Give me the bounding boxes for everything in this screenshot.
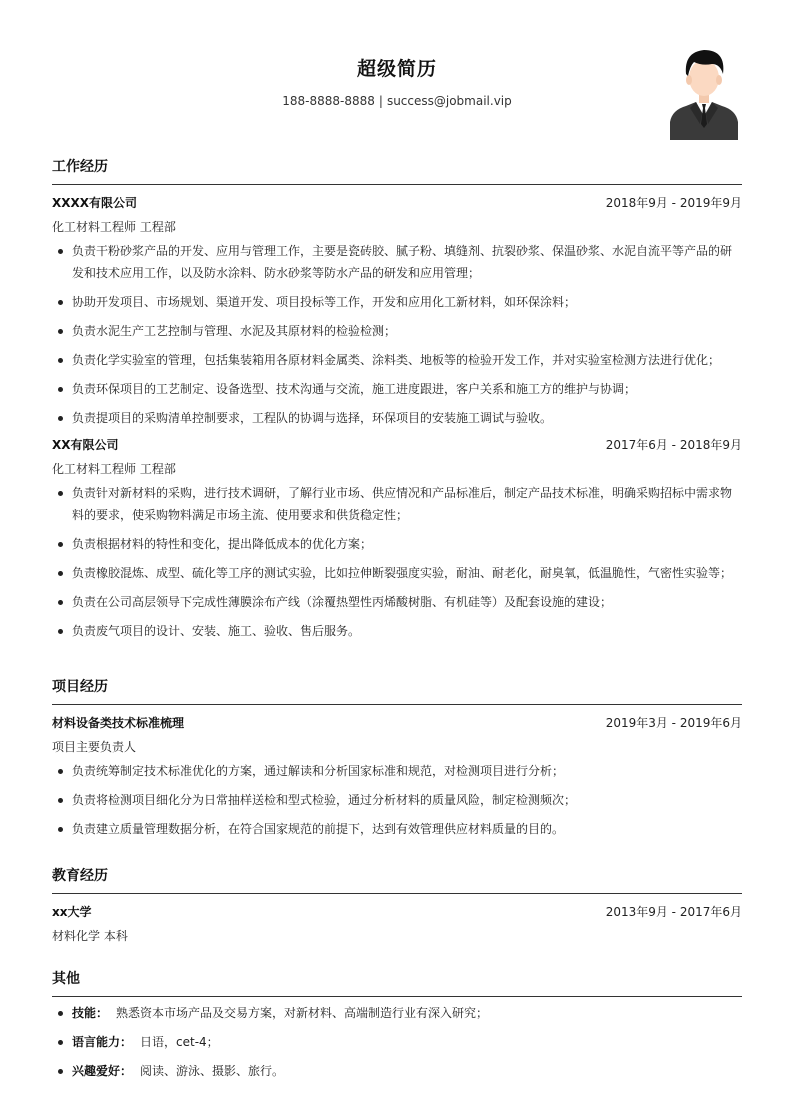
item-value: 阅读、游泳、摄影、旅行。	[140, 1064, 285, 1078]
other-section	[52, 968, 742, 1089]
bullet-item: 负责针对新材料的采购，进行技术调研，了解行业市场、供应情况和产品标准后，制定产品技术标准，明确采购招标中需求物料的要求，使采购物料满足市场主流、使用要求和供货稳定性；	[52, 482, 742, 526]
person-avatar-icon	[668, 44, 740, 140]
education-section	[52, 865, 742, 943]
project-entry	[52, 714, 742, 840]
project-role: 项目主要负责人	[52, 740, 137, 754]
work-entry	[52, 436, 742, 642]
contact-separator: |	[378, 94, 383, 108]
job-title: 化工材料工程师 工程部	[52, 220, 176, 234]
date-range: 2018年9月 - 2019年9月	[605, 195, 742, 210]
bullet-item: 负责在公司高层领导下完成性薄膜涂布产线（涂覆热塑性丙烯酸树脂、有机硅等）及配套设施的建设；	[52, 591, 742, 613]
bullet-item: 负责将检测项目细化分为日常抽样送检和型式检验，通过分析材料的质量风险，制定检测频次；	[52, 789, 742, 811]
bullet-item: 负责橡胶混炼、成型、硫化等工序的测试实验，比如拉伸断裂强度实验，耐油、耐老化，耐臭氧，低温脆性，气密性实验等；	[52, 562, 742, 584]
job-title: 化工材料工程师 工程部	[52, 462, 176, 476]
item-key: 技能：	[72, 1006, 109, 1020]
avatar	[668, 44, 740, 140]
item-key: 兴趣爱好：	[72, 1064, 133, 1078]
other-item-skills	[52, 1002, 742, 1024]
bullet-item: 协助开发项目、市场规划、渠道开发、项目投标等工作，开发和应用化工新材料，如环保涂料；	[52, 291, 742, 313]
bullet-item: 负责提项目的采购清单控制要求，工程队的协调与选择，环保项目的安装施工调试与验收。	[52, 407, 742, 429]
entry-header	[52, 194, 742, 210]
date-range: 2019年3月 - 2019年6月	[605, 715, 742, 730]
date-range: 2017年6月 - 2018年9月	[605, 437, 742, 452]
phone-number: 188-8888-8888	[282, 94, 375, 108]
entry-header	[52, 714, 742, 730]
project-experience-section	[52, 676, 742, 847]
candidate-name: 超级简历	[356, 58, 437, 80]
school-name: xx大学	[52, 904, 92, 919]
section-title: 项目经历	[52, 676, 742, 705]
project-name: 材料设备类技术标准梳理	[52, 715, 185, 730]
other-item-interests	[52, 1060, 742, 1082]
bullet-list	[52, 1002, 742, 1082]
company-name: XXXX有限公司	[52, 195, 138, 210]
bullet-item: 负责干粉砂浆产品的开发、应用与管理工作，主要是瓷砖胶、腻子粉、填缝剂、抗裂砂浆、保温砂浆、水泥自流平等产品的研发和技术应用工作，以及防水涂料、防水砂浆等防水产品的研发和应用管理；	[52, 240, 742, 284]
item-value: 熟悉资本市场产品及交易方案，对新材料、高端制造行业有深入研究；	[116, 1006, 489, 1020]
entry-header	[52, 903, 742, 919]
section-title: 工作经历	[52, 156, 742, 185]
section-title: 教育经历	[52, 865, 742, 894]
bullet-item: 负责废气项目的设计、安装、施工、验收、售后服务。	[52, 620, 742, 642]
other-item-languages	[52, 1031, 742, 1053]
section-title: 其他	[52, 968, 742, 997]
bullet-item: 负责统筹制定技术标准优化的方案，通过解读和分析国家标准和规范，对检测项目进行分析；	[52, 760, 742, 782]
date-range: 2013年9月 - 2017年6月	[605, 904, 742, 919]
email-address: success@jobmail.vip	[386, 94, 512, 108]
bullet-item: 负责根据材料的特性和变化，提出降低成本的优化方案；	[52, 533, 742, 555]
company-name: XX有限公司	[52, 437, 119, 452]
bullet-list	[52, 482, 742, 642]
bullet-item: 负责环保项目的工艺制定、设备选型、技术沟通与交流，施工进度跟进，客户关系和施工方的维护与协调；	[52, 378, 742, 400]
education-entry	[52, 903, 742, 943]
bullet-list	[52, 760, 742, 840]
item-value: 日语，cet-4；	[140, 1035, 219, 1049]
work-entry	[52, 194, 742, 429]
item-key: 语言能力：	[72, 1035, 133, 1049]
bullet-item: 负责化学实验室的管理，包括集装箱用各原材料金属类、涂料类、地板等的检验开发工作，并对实验室检测方法进行优化；	[52, 349, 742, 371]
degree-major: 材料化学 本科	[52, 929, 128, 943]
entry-header	[52, 436, 742, 452]
bullet-list	[52, 240, 742, 429]
work-experience-section	[52, 156, 742, 649]
bullet-item: 负责建立质量管理数据分析，在符合国家规范的前提下，达到有效管理供应材料质量的目的。	[52, 818, 742, 840]
bullet-item: 负责水泥生产工艺控制与管理、水泥及其原材料的检验检测；	[52, 320, 742, 342]
